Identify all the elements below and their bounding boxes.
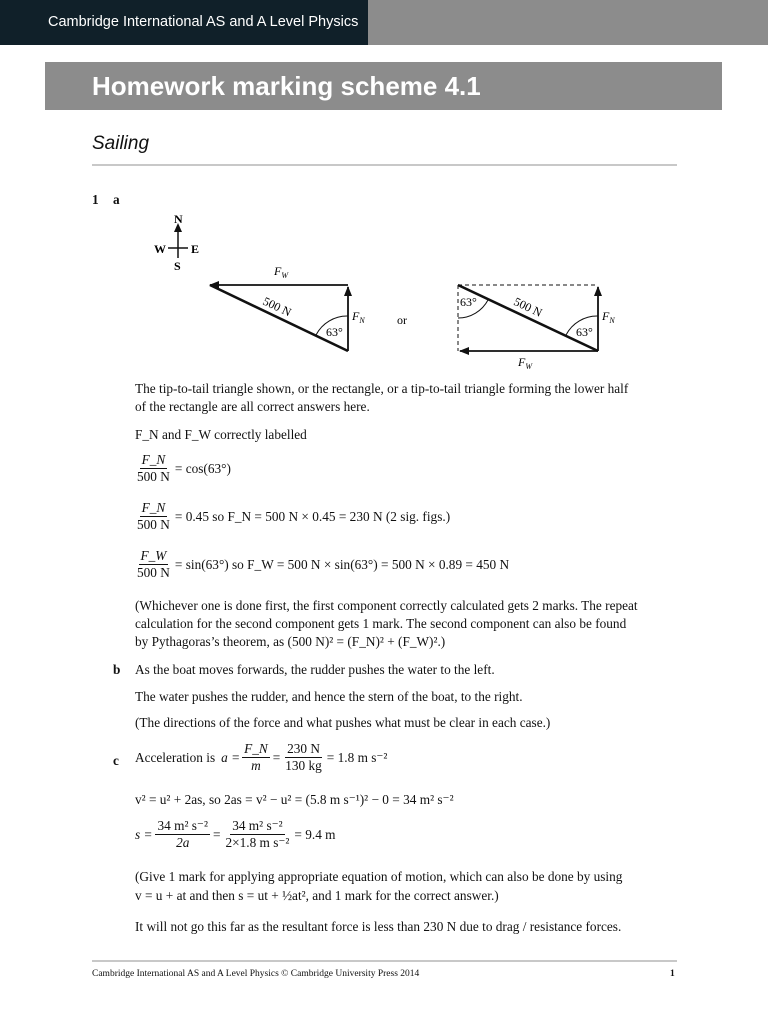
fn-label: F: [352, 309, 360, 323]
page-title: Homework marking scheme 4.1: [45, 62, 722, 110]
svg-text:FN: $F_N$: [602, 309, 615, 325]
labelled-line: F_N and F_W correctly labelled: [135, 427, 307, 442]
angle-label-3: 63°: [576, 325, 593, 339]
para1-line1: The tip-to-tail triangle shown, or the rectangle, or a tip-to-tail triangle forming the lower half: [135, 381, 629, 396]
suvat-line: v² = u² + 2as, so 2as = v² − u² = (5.8 m s⁻¹)² − 0 = 34 m² s⁻²: [135, 792, 454, 807]
equation-3: $\frac{F\_W}{500 N}$ = sin(63°) so F_W = 500 N × sin(63°) = 500 N × 0.89 = 450 N: [137, 548, 510, 580]
c-note-line2: v = u + at and then s = ut + ½at², and 1 mark for the correct answer.): [135, 888, 499, 903]
angle-label-2: 63°: [460, 295, 477, 309]
fw-label: F: [274, 264, 282, 278]
b-line3: (The directions of the force and what pushes what must be clear in each case.): [135, 715, 551, 730]
note-line2: calculation for the second component gets 1 mark. The second component can also be found: [135, 616, 627, 631]
compass-w: W: [154, 242, 166, 256]
c-note-line1: (Give 1 mark for applying appropriate equation of motion, which can also be done by using: [135, 869, 623, 884]
compass-n: N: [174, 212, 183, 226]
equation-2: $\frac{F\_N}{500 N}$ = 0.45 so F_N = 500 N × 0.45 = 230 N (2 sig. figs.): [137, 500, 451, 532]
compass-s: S: [174, 259, 181, 273]
compass-icon: [154, 212, 199, 273]
part-c-label: c: [113, 753, 119, 768]
rectangle-diagram: [458, 285, 615, 371]
para1-line2: of the rectangle are all correct answers here.: [135, 399, 370, 414]
question-number: 1: [92, 192, 99, 207]
compass-e: E: [191, 242, 200, 256]
fw-label-2: F: [518, 355, 526, 369]
fn-label-2: F: [602, 309, 610, 323]
footer-divider: [92, 960, 677, 962]
section-subtitle: Sailing: [92, 133, 150, 154]
triangle-diagram: [210, 264, 365, 351]
svg-text:FN: $F_N$: [352, 309, 365, 325]
part-b-label: b: [113, 662, 121, 677]
running-header-title: Cambridge International AS and A Level Physics: [0, 0, 368, 45]
footer-copyright: Cambridge International AS and A Level Physics © Cambridge University Press 2014: [92, 969, 420, 979]
angle-label: 63°: [326, 325, 343, 339]
b-line1: As the boat moves forwards, the rudder pushes the water to the left.: [135, 662, 495, 677]
acceleration-equation: Acceleration is a = $\frac{F\_N}{m}$ = $\frac{230 N}{130 kg}$ = 1.8 m s⁻²: [135, 741, 388, 773]
note-line3: by Pythagoras’s theorem, as (500 N)² = (F_N)² + (F_W)².): [135, 634, 446, 649]
equation-1: $\frac{F\_N}{500 N}$ = cos(63°): [137, 452, 231, 484]
note-line1: (Whichever one is done first, the first component correctly calculated gets 2 marks. The repeat: [135, 598, 638, 613]
b-line2: The water pushes the rudder, and hence the stern of the boat, to the right.: [135, 689, 523, 704]
header-divider: [92, 164, 677, 166]
vector-diagram: [140, 208, 620, 378]
resultant-label-2: 500 N: [511, 294, 545, 320]
part-a-label: a: [113, 192, 120, 207]
c-final-line: It will not go this far as the resultant force is less than 230 N due to drag / resistance forces.: [135, 919, 622, 934]
svg-text:FW: $F_W$: [518, 355, 533, 371]
resultant-label: 500 N: [260, 293, 294, 320]
footer-page-number: 1: [670, 969, 675, 979]
displacement-equation: s = $\frac{\text{34 m² s⁻²}}{2a}$ = $\frac{\text{34 m² s⁻²}}{\text{2×1.8 m s⁻²}}$ = 9.4 m: [135, 818, 336, 850]
or-label: or: [397, 313, 407, 327]
svg-text:FW: $F_W$: [274, 264, 289, 280]
